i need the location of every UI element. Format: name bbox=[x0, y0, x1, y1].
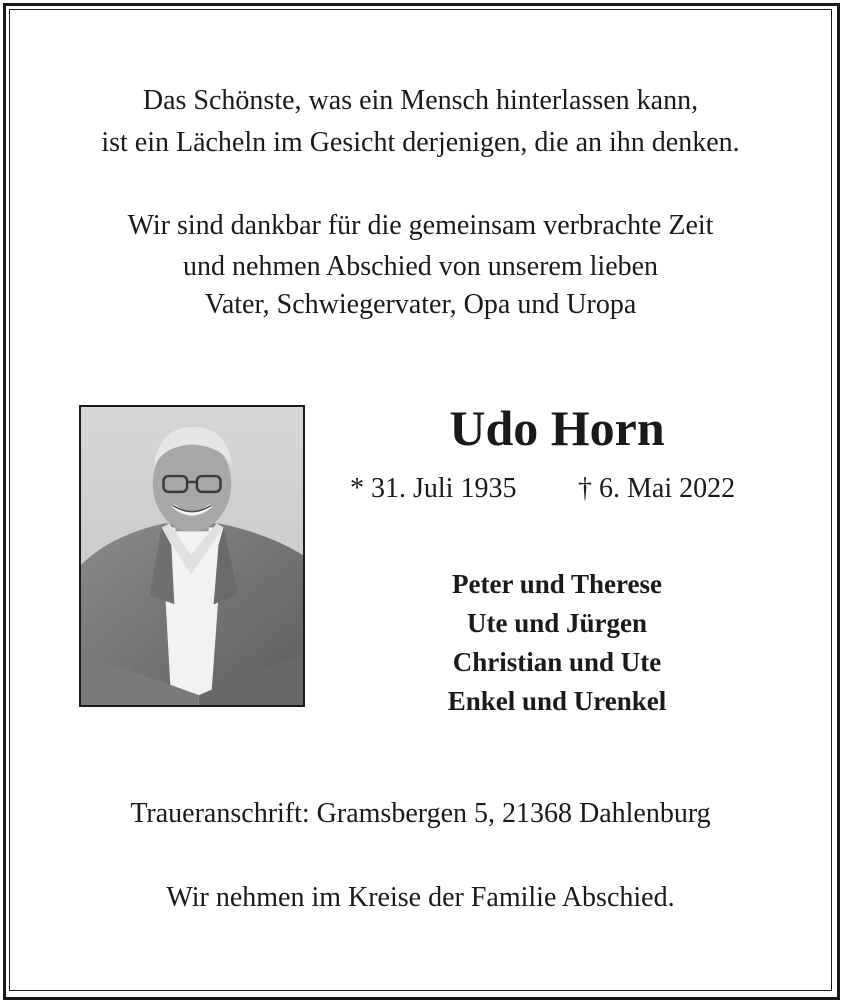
family-line: Christian und Ute bbox=[452, 647, 662, 677]
family-line: Peter und Therese bbox=[452, 569, 662, 599]
mourning-address: Traueranschrift: Gramsbergen 5, 21368 Dahlenburg bbox=[130, 798, 711, 829]
intro-line-2: und nehmen Abschied von unserem lieben bbox=[182, 251, 659, 282]
intro-line-1: Wir sind dankbar für die gemeinsam verbrachte Zeit bbox=[127, 210, 714, 241]
quote-line-2: ist ein Lächeln im Gesicht derjenigen, die an ihn denken. bbox=[101, 127, 740, 158]
portrait-photo bbox=[79, 405, 305, 707]
quote-line-1: Das Schönste, was ein Mensch hinterlassen kann, bbox=[142, 85, 699, 116]
portrait-image bbox=[81, 407, 303, 705]
deceased-name: Udo Horn bbox=[449, 400, 665, 456]
closing-note: Wir nehmen im Kreise der Familie Abschied. bbox=[166, 882, 675, 913]
intro-line-3: Vater, Schwiegervater, Opa und Uropa bbox=[204, 289, 637, 320]
family-line: Ute und Jürgen bbox=[466, 608, 648, 638]
birth-date: * 31. Juli 1935 bbox=[350, 473, 517, 504]
family-line: Enkel und Urenkel bbox=[447, 686, 667, 716]
death-date: † 6. Mai 2022 bbox=[578, 473, 736, 504]
